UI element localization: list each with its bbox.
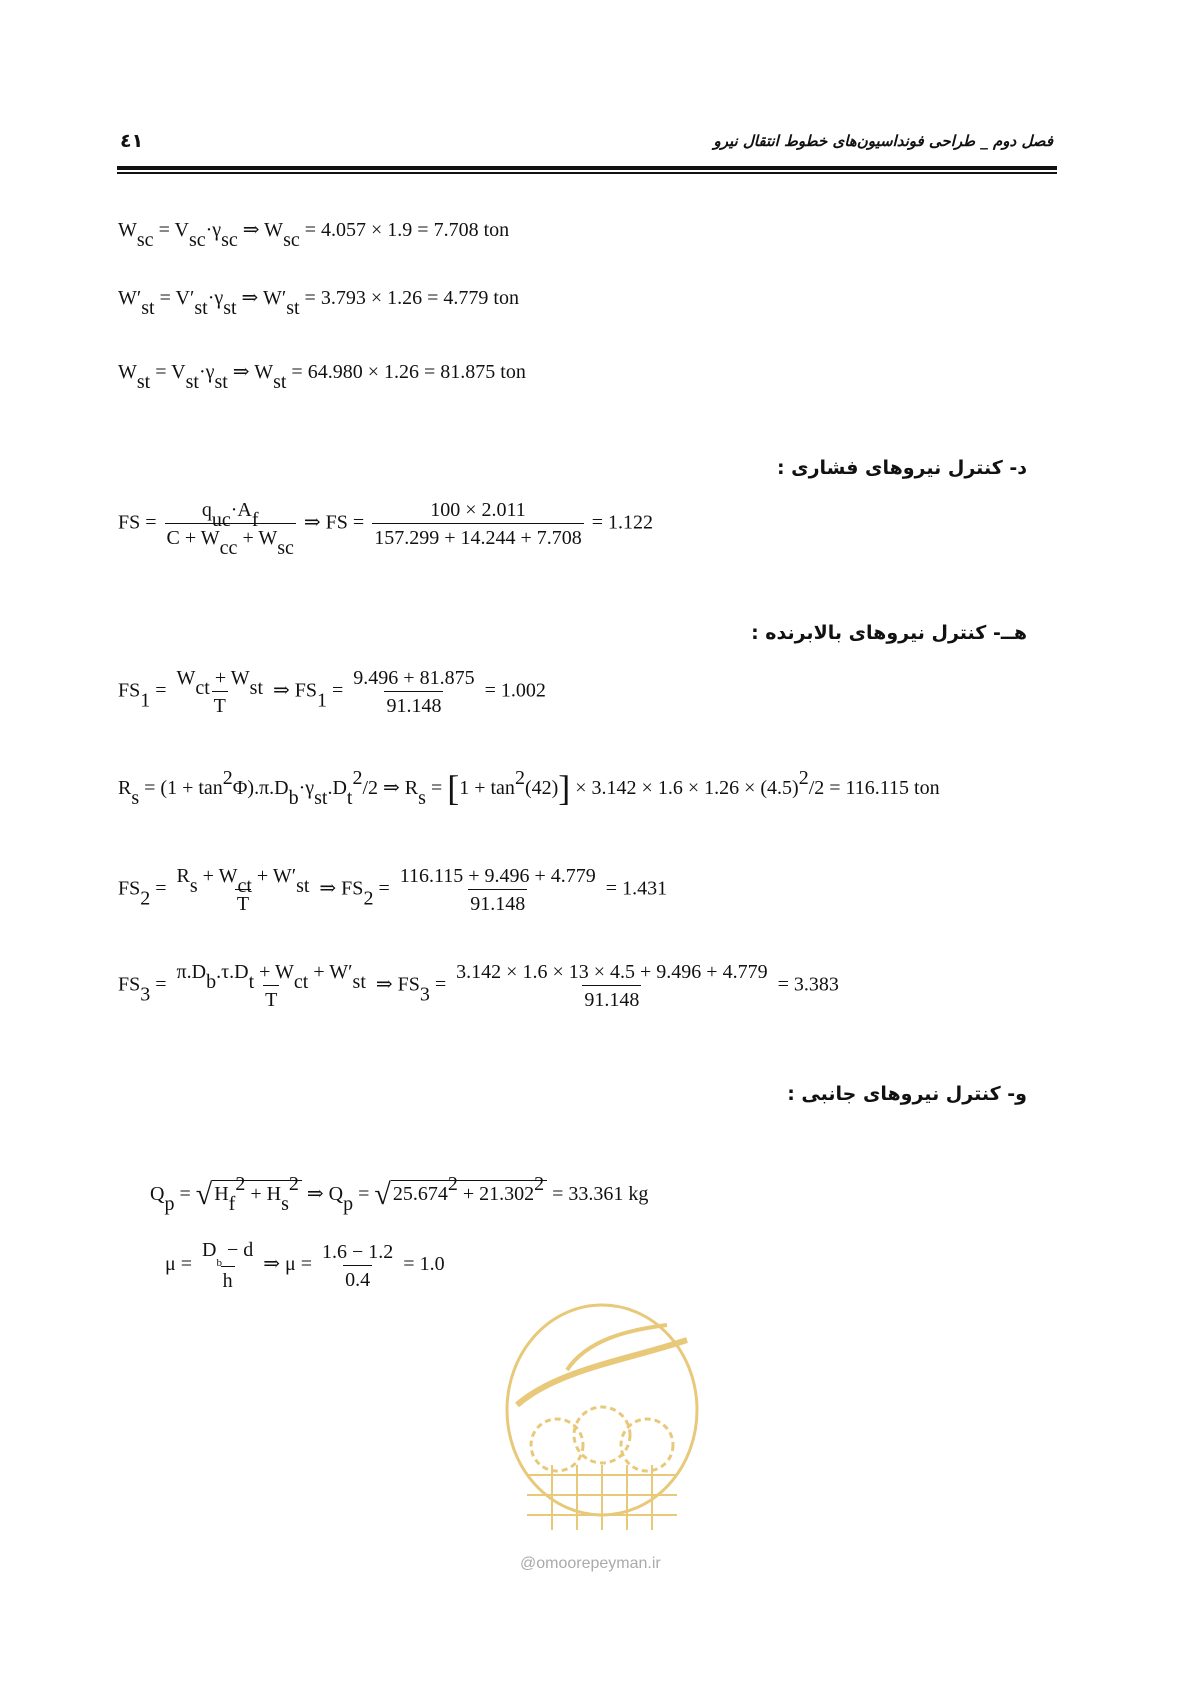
- rs-result: /2 = 116.115 ton: [808, 777, 940, 799]
- fs2-numerator: 116.115 + 9.496 + 4.779: [399, 865, 596, 887]
- watermark-logo: [497, 1300, 707, 1540]
- fs2-denominator: 91.148: [468, 889, 527, 914]
- fs-result: = 1.122: [591, 511, 654, 534]
- rs-rhs: × 3.142 × 1.6 × 1.26 × (4.5): [575, 777, 799, 799]
- section-compression: د- کنترل نیروهای فشاری :: [776, 457, 1027, 479]
- equation-mu: μ = $\frac{D_b - d}{h}$ ⇒ μ = $\frac{1.6 - 1.2}{0.4}$ = 1.0: [165, 1239, 445, 1292]
- fs1-formula-fraction: $\frac{W_{ct} + W_{st}}{T}$: [176, 667, 263, 717]
- page-number: ٤١: [120, 130, 144, 152]
- chapter-title: فصل دوم _ طراحی فونداسیون‌های خطوط انتقال نیرو: [713, 132, 1053, 150]
- section-uplift: هــ- کنترل نیروهای بالابرنده :: [751, 622, 1027, 644]
- equation-wsc-rhs: = 4.057 × 1.9 = 7.708 ton: [304, 219, 510, 241]
- section-lateral: و- کنترل نیروهای جانبی :: [787, 1083, 1027, 1105]
- fs2-result: = 1.431: [605, 877, 668, 900]
- fs3-denominator: 91.148: [582, 985, 641, 1010]
- equation-fs3: $FS_3$ = $\frac{\pi.D_b.\tau.D_t + W_{ct} + W'_{st}}{T}$ ⇒ $FS_3$ = $\frac{3.142 \times 1.6 \times 13 \times 4.5 + 9.496 + 4.779}{91.148}$ = 3.383: [118, 961, 839, 1011]
- fs-denominator: 157.299 + 14.244 + 7.708: [372, 523, 584, 548]
- fs3-result: = 3.383: [777, 973, 839, 996]
- equation-fs: FS = $\frac{q_{uc}\cdot A_f}{C + W_{cc} + W_{sc}}$ ⇒ FS = $\frac{100 \times 2.011}{157.299 + 14.244 + 7.708}$ = 1.122: [118, 499, 654, 559]
- qp-result: = 33.361 kg: [552, 1183, 649, 1205]
- fs2-value-fraction: [398, 866, 598, 914]
- equation-rs: $R_s = (1 + \tan^2\Phi).\pi.D_b\cdot\gamma_{st}.D_t^2/2$ ⇒ $R_s = [1 + \tan^2(42)] \times 3.142 \times 1.6 \times 1.26 \times (4.5)^2/2 = 116.115$ ton: [118, 767, 940, 809]
- fs1-denominator: 91.148: [384, 691, 443, 716]
- mu-formula-fraction: $\frac{D_b - d}{h}$: [202, 1239, 254, 1292]
- fs-numerator: 100 × 2.011: [430, 499, 526, 521]
- equation-fs1: $FS_1$ = $\frac{W_{ct} + W_{st}}{T}$ ⇒ $FS_1$ = $\frac{9.496 + 81.875}{91.148}$ = 1.002: [118, 667, 546, 717]
- fs1-numerator: 9.496 + 81.875: [353, 667, 475, 689]
- mu-numerator: 1.6 − 1.2: [322, 1240, 394, 1263]
- fs3-value-fraction: [454, 962, 769, 1010]
- equation-wst-prime: $W'_{st} = V'_{st}\cdot\gamma_{st}$ ⇒ $W'_{st} = 3.793 \times 1.26 = 4.779$ ton: [118, 287, 519, 319]
- fs1-result: = 1.002: [484, 679, 546, 702]
- equation-wst-rhs: = 64.980 × 1.26 = 81.875 ton: [291, 361, 526, 383]
- mu-result: = 1.0: [403, 1253, 445, 1276]
- mu-denominator: 0.4: [343, 1265, 372, 1290]
- fs-value-fraction: [372, 500, 584, 548]
- equation-wst: $W_{st} = V_{st}\cdot\gamma_{st}$ ⇒ $W_{st} = 64.980 \times 1.26 = 81.875$ ton: [118, 361, 526, 393]
- fs-formula-fraction: $\frac{q_{uc}\cdot A_f}{C + W_{cc} + W_{sc}}$: [166, 499, 294, 559]
- equation-wst-prime-rhs: = 3.793 × 1.26 = 4.779 ton: [304, 287, 519, 309]
- equation-fs2: $FS_2$ = $\frac{R_s + W_{ct} + W'_{st}}{T}$ ⇒ $FS_2$ = $\frac{116.115 + 9.496 + 4.779}{91.148}$ = 1.431: [118, 865, 668, 915]
- fs3-numerator: 3.142 × 1.6 × 13 × 4.5 + 9.496 + 4.779: [456, 961, 768, 983]
- header-rule-thin: [117, 172, 1057, 174]
- mu-value-fraction: [320, 1242, 395, 1290]
- equation-wsc: $W_{sc} = V_{sc}\cdot\gamma_{sc}$ ⇒ $W_{sc} = 4.057 \times 1.9 = 7.708$ ton: [118, 219, 510, 251]
- fs2-formula-fraction: $\frac{R_s + W_{ct} + W'_{st}}{T}$: [176, 865, 310, 915]
- header-rule-thick: [117, 166, 1057, 170]
- equation-qp: $Q_p$ = √ $H_f^2 + H_s^2$ ⇒ $Q_p$ = √ $25.674^2 + 21.302^2 = 33.361$ kg: [150, 1173, 649, 1215]
- fs1-value-fraction: [351, 668, 476, 716]
- watermark-url: @omoorepeyman.ir: [520, 1555, 661, 1572]
- fs3-formula-fraction: $\frac{\pi.D_b.\tau.D_t + W_{ct} + W'_{st}}{T}$: [176, 961, 366, 1011]
